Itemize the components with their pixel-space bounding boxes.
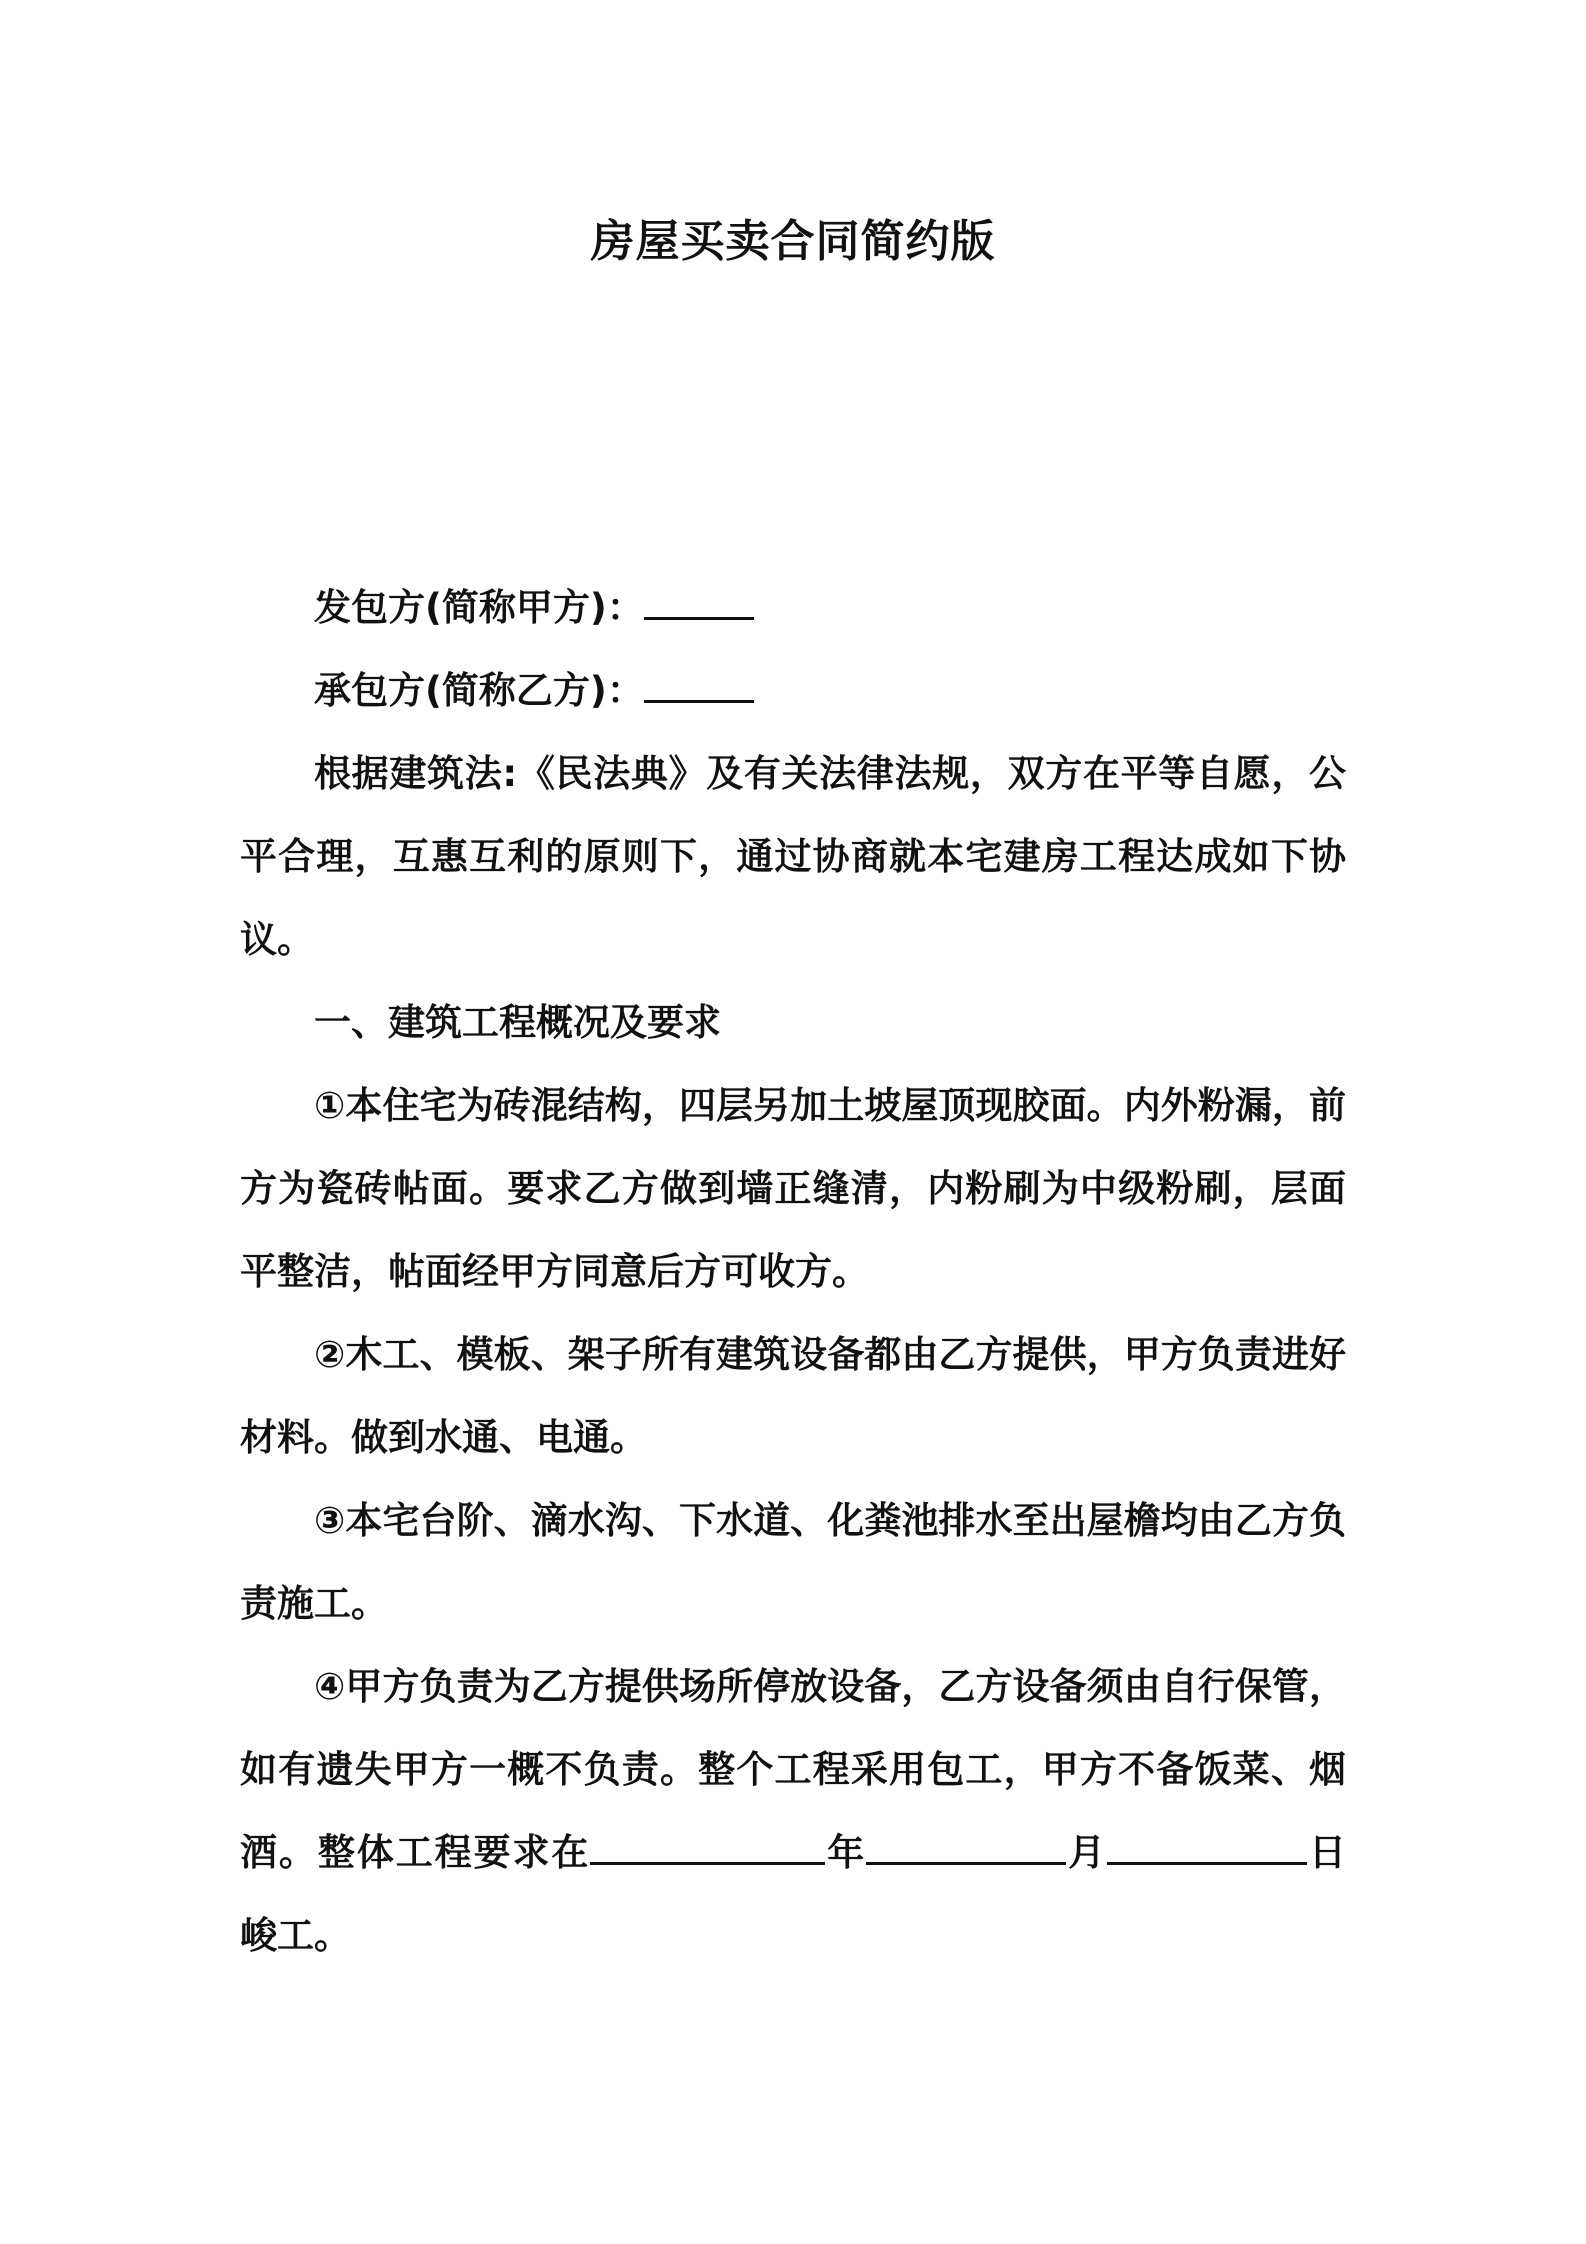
- month-blank: [866, 1827, 1066, 1865]
- year-label: 年: [825, 1831, 867, 1874]
- intro-paragraph: 根据建筑法:《民法典》及有关法律法规，双方在平等自愿，公平合理，互惠互利的原则下，通过协商就本宅建房工程达成如下协议。: [240, 752, 1346, 961]
- page-title: 房屋买卖合同简约版: [590, 216, 996, 267]
- month-label: 月: [1066, 1831, 1108, 1874]
- clause-2: ②木工、模板、架子所有建筑设备都由乙方提供，甲方负责进好材料。做到水通、电通。: [240, 1333, 1346, 1459]
- clause-4: [240, 1645, 1346, 1977]
- clause-4-text: ④甲方负责为乙方提供场所停放设备，乙方设备须由自行保管，如有遗失甲方一概不负责。整个工程采用包工，甲方不备饭菜、烟酒。整体工程要求在: [240, 1665, 1346, 1874]
- clause-3: ③本宅台阶、滴水沟、下水道、化粪池排水至出屋檐均由乙方负责施工。: [240, 1499, 1346, 1625]
- section-heading: 一、建筑工程概况及要求: [314, 1001, 721, 1044]
- party-a-blank: [644, 582, 754, 620]
- clause-1: ①本住宅为砖混结构，四层另加土坡屋顶现胶面。内外粉漏，前方为瓷砖帖面。要求乙方做到墙正缝清，内粉刷为中级粉刷，层面平整洁，帖面经甲方同意后方可收方。: [240, 1084, 1346, 1293]
- contract-body: [240, 566, 1346, 1977]
- party-b-line: [240, 649, 1346, 732]
- party-a-line: [240, 566, 1346, 649]
- day-suffix: 日峻工。: [240, 1831, 1347, 1957]
- day-blank: [1107, 1827, 1307, 1865]
- party-a-label: 发包方(简称甲方)：: [314, 586, 644, 629]
- year-blank: [590, 1827, 825, 1865]
- party-b-blank: [644, 665, 754, 703]
- party-b-label: 承包方(简称乙方)：: [314, 669, 644, 712]
